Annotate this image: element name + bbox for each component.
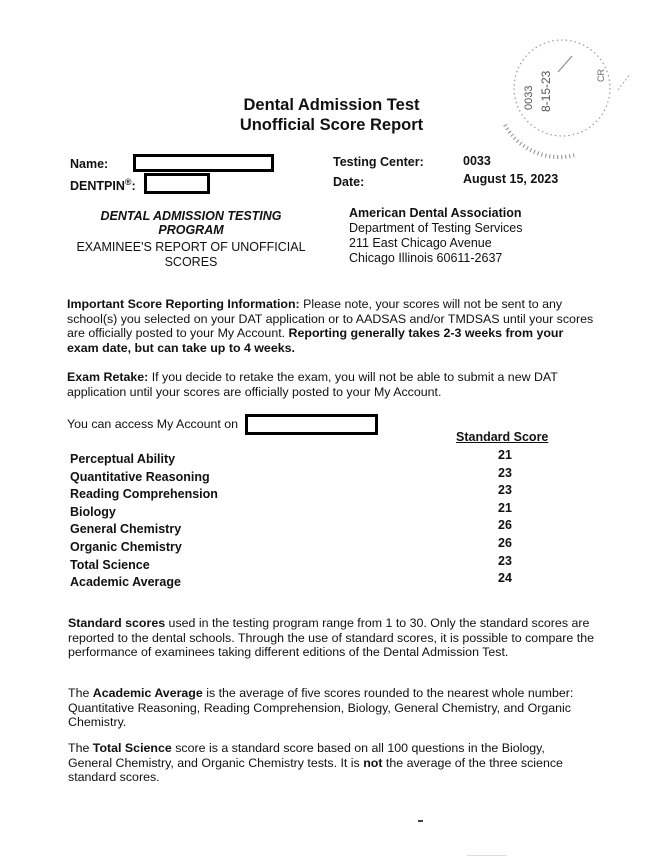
score-row-value: 26 (498, 518, 512, 533)
academic-average-note (68, 686, 583, 730)
score-row-value: 23 (498, 465, 512, 480)
access-text: You can access My Account on (67, 417, 239, 431)
program-line-1: DENTAL ADMISSION TESTING (100, 209, 282, 223)
reporting-timeline: Reporting generally takes 2-3 weeks from your exam date, but can take up to 4 weeks. (67, 326, 564, 355)
registered-mark: ® (124, 177, 132, 187)
reporting-info-paragraph (67, 297, 595, 355)
total-science-pre: The (68, 741, 93, 755)
total-science-text: score is a standard score based on all 100 questions in the Biology, General Chemistry, and Organic Chemistry tests. It is (68, 741, 545, 770)
standard-scores-text: used in the testing program range from 1 to 30. Only the standard scores are reported to the dental schools. Through the use of standard scores, it is possible to compare the performance of examinees taking different editions of the Dental Admission Test. (68, 616, 594, 660)
stamp-mark (618, 74, 630, 90)
program-line-3: EXAMINEE'S REPORT OF UNOFFICIAL (76, 240, 306, 254)
address-street: 211 East Chicago Avenue (349, 236, 492, 250)
score-row-value: 23 (498, 483, 512, 498)
program-line-4: SCORES (164, 255, 218, 269)
address-org: American Dental Association (349, 206, 522, 220)
score-row-value: 26 (498, 536, 512, 550)
total-science-not: not (363, 755, 383, 770)
standard-scores-note (68, 616, 596, 660)
score-row-subject: Organic Chemistry (70, 540, 182, 554)
reporting-text: Please note, your scores will not be sent to any school(s) you selected on your DAT application or to AADSAS and/or TMDSAS until your scores are officially posted to your My Account. (67, 297, 594, 341)
reporting-heading: Important Score Reporting Information: (67, 297, 300, 311)
address-city: Chicago Illinois 60611-2637 (349, 251, 503, 265)
score-row-value: 23 (498, 553, 512, 568)
score-row-subject: Perceptual Ability (70, 452, 176, 466)
total-science-note (68, 741, 588, 785)
testing-center-value: 0033 (463, 154, 491, 168)
date-value: August 15, 2023 (463, 172, 559, 186)
academic-average-pre: The (68, 686, 93, 700)
score-row-subject: General Chemistry (70, 522, 182, 537)
account-url-redacted (245, 414, 378, 435)
total-science-end: the average of the three science standard scores. (68, 755, 563, 785)
stamp-initials: CR (596, 69, 606, 82)
academic-average-text: is the average of five scores rounded to the nearest whole number: Quantitative Reasoning, Reading Comprehension, Biology, General Chemistry, and Organic Chemistry. (68, 686, 574, 730)
standard-score-header: Standard Score (456, 430, 549, 444)
score-row-value: 24 (498, 571, 512, 586)
total-science-term: Total Science (92, 741, 172, 755)
title-line-1: Dental Admission Test (243, 96, 420, 114)
program-block (68, 209, 314, 270)
address-dept: Department of Testing Services (349, 221, 523, 235)
dentpin-label (70, 177, 136, 193)
address-block (349, 206, 522, 266)
retake-text: If you decide to retake the exam, you will not be able to submit a new DAT application until your scores are officially posted to your My Account. (67, 370, 558, 399)
dentpin-colon: : (131, 179, 136, 194)
score-row-subject: Reading Comprehension (70, 487, 218, 502)
score-row-subject: Biology (70, 504, 116, 519)
dentpin-label-text: DENTPIN (70, 179, 125, 194)
program-line-2: PROGRAM (158, 223, 224, 237)
name-label: Name: (70, 157, 109, 171)
standard-scores-term: Standard scores (68, 616, 166, 630)
testing-center-label: Testing Center: (333, 155, 424, 169)
title-line-2: Unofficial Score Report (239, 116, 424, 134)
retake-paragraph (67, 370, 587, 399)
report-title (0, 95, 663, 135)
score-row-value: 21 (498, 448, 512, 462)
score-row-value: 21 (498, 500, 512, 515)
stamp-mark (558, 56, 572, 72)
scan-artifact (418, 820, 423, 822)
score-row-subject: Total Science (70, 557, 150, 572)
dentpin-redacted (144, 173, 210, 194)
stamp-center-code: 0033 (523, 85, 535, 110)
score-row-subject: Quantitative Reasoning (70, 469, 210, 484)
stamp-date: 8-15-23 (539, 70, 553, 112)
academic-average-term: Academic Average (92, 686, 203, 700)
retake-heading: Exam Retake: (67, 370, 149, 384)
date-label: Date: (333, 175, 365, 189)
name-redacted (133, 154, 274, 172)
score-row-subject: Academic Average (70, 575, 181, 590)
scan-artifact (467, 855, 507, 856)
